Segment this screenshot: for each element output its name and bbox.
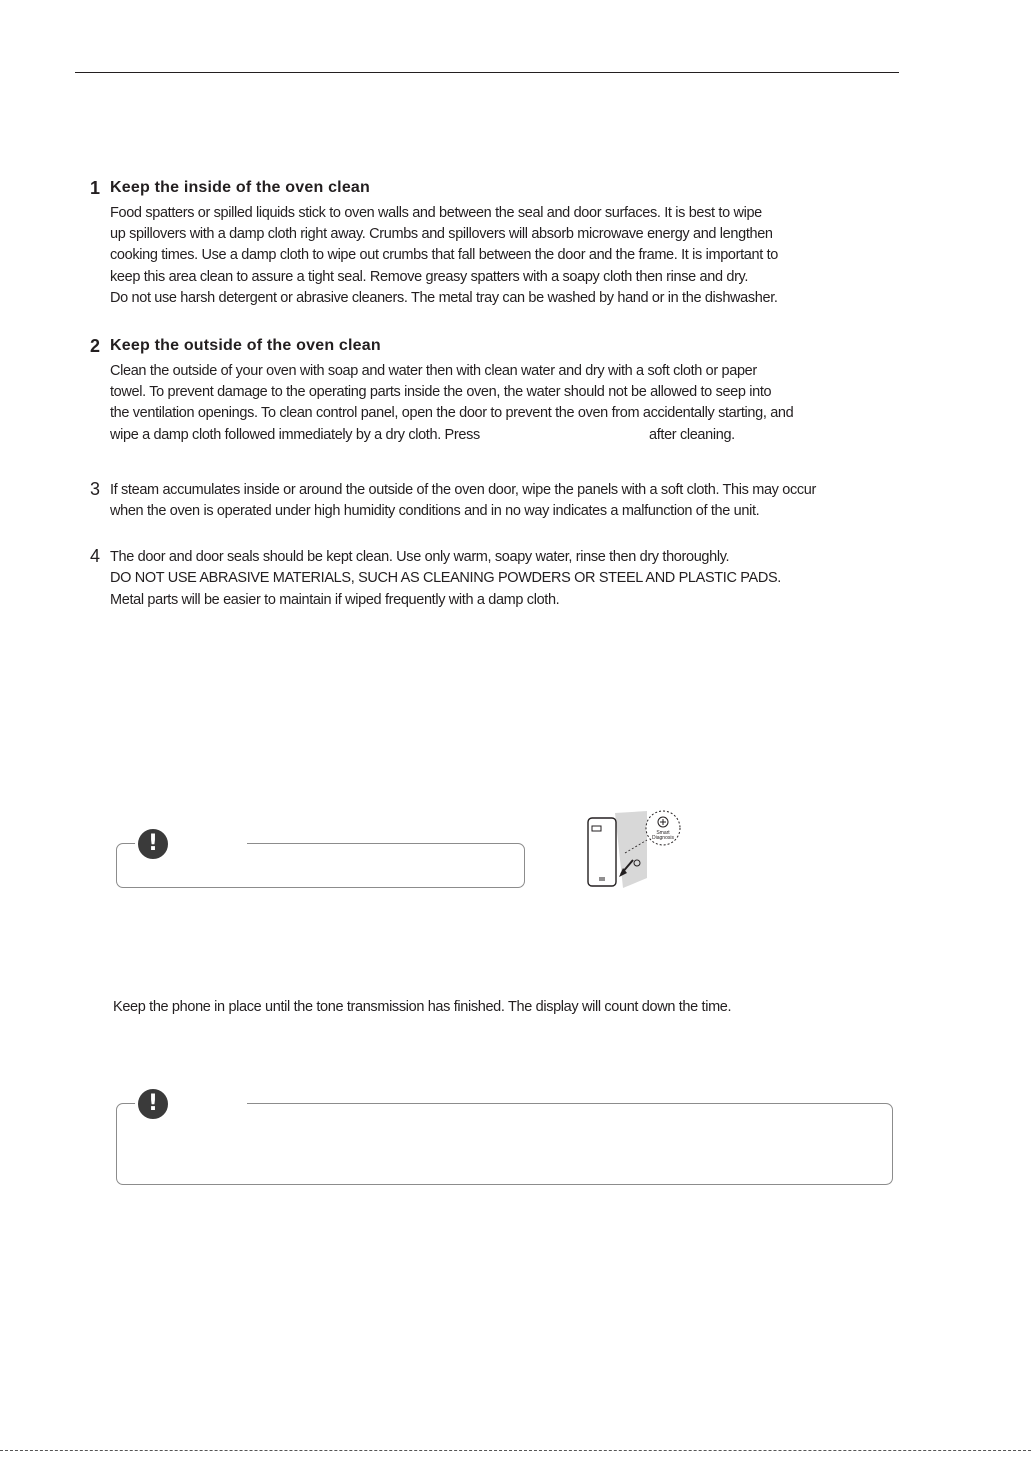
tip-text-line: the ventilation openings. To clean control panel, open the door to prevent the oven from accidentally starting, and — [110, 405, 794, 421]
smartphone-icon — [585, 808, 690, 893]
tip-text-line: DO NOT USE ABRASIVE MATERIALS, SUCH AS CLEANING POWDERS OR STEEL AND PLASTIC PADS. — [110, 570, 781, 586]
tip-text-line: The door and door seals should be kept clean. Use only warm, soapy water, rinse then dry thoroughly. — [110, 549, 730, 565]
badge-text: Smart — [656, 830, 670, 836]
tip-number: 2 — [90, 336, 101, 356]
tip-number: 3 — [90, 479, 101, 499]
tip-text-line: cooking times. Use a damp cloth to wipe out crumbs that fall between the door and the frame. It is important to — [110, 247, 778, 263]
tip-text-line: If steam accumulates inside or around the outside of the oven door, wipe the panels with a soft cloth. This may occur — [110, 482, 816, 498]
tip-number: 1 — [90, 178, 101, 198]
tip-text-line: up spillovers with a damp cloth right away. Crumbs and spillovers will absorb microwave energy and lengthen — [110, 226, 773, 242]
tip-text-line: Metal parts will be easier to maintain if wiped frequently with a damp cloth. — [110, 592, 560, 608]
note-box — [116, 843, 525, 888]
tip-heading: Keep the inside of the oven clean — [110, 179, 370, 196]
tip-text-line: when the oven is operated under high humidity conditions and in no way indicates a malfunction of the unit. — [110, 503, 760, 519]
tip-text-line-tail: after cleaning. — [649, 427, 735, 443]
exclamation-icon: ! — [135, 826, 171, 862]
tip-text-line: Food spatters or spilled liquids stick to oven walls and between the seal and door surfaces. It is best to wipe — [110, 205, 762, 221]
page-bottom-rule — [0, 1450, 1031, 1451]
tip-text-line: wipe a damp cloth followed immediately by a dry cloth. Press — [110, 427, 480, 443]
tip-text-line: Clean the outside of your oven with soap and water then with clean water and dry with a soft cloth or paper — [110, 363, 757, 379]
tip-number: 4 — [90, 546, 101, 566]
phone-instruction: Keep the phone in place until the tone transmission has finished. The display will count down the time. — [113, 999, 732, 1015]
note-box — [116, 1103, 893, 1185]
tip-heading: Keep the outside of the oven clean — [110, 337, 381, 354]
exclamation-icon: ! — [135, 1086, 171, 1122]
badge-text: Diagnosis — [652, 835, 674, 841]
tip-text-line: keep this area clean to assure a tight seal. Remove greasy spatters with a soapy cloth then rinse and dry. — [110, 269, 749, 285]
tip-text-line: towel. To prevent damage to the operating parts inside the oven, the water should not be allowed to seep into — [110, 384, 772, 400]
tip-text-line: Do not use harsh detergent or abrasive cleaners. The metal tray can be washed by hand or in the dishwasher. — [110, 290, 778, 306]
header-rule — [75, 72, 899, 73]
